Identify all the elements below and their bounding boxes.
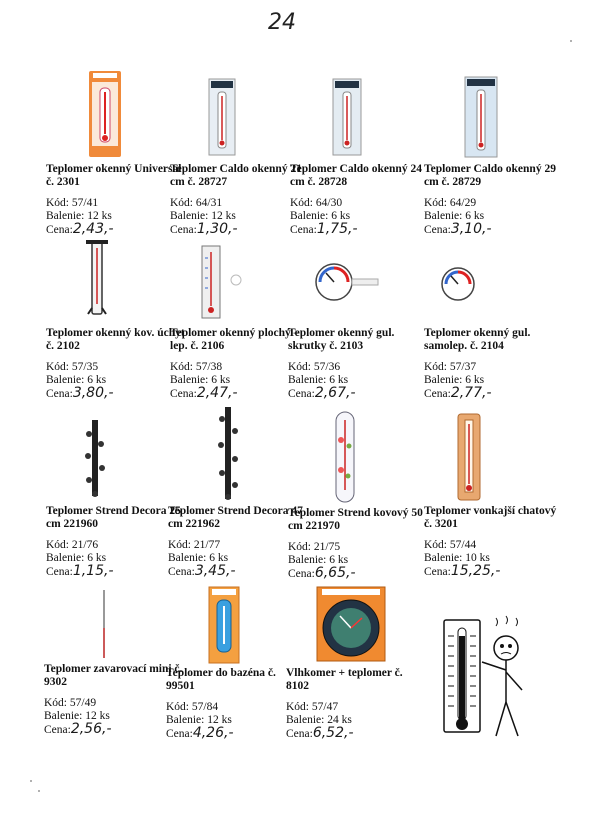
product-card [46,163,186,237]
price-label: Cena: [170,388,197,400]
product-pack: 6 ks [87,552,107,564]
product-name: Teplomer Strend kovový 50 cm 221970 [288,507,423,532]
code-label: Kód: [288,541,311,553]
blister-thermometer-icon [464,76,498,158]
product-price: 4,26,- [192,725,234,741]
product-pack: 12 ks [85,710,110,722]
code-label: Kód: [44,697,67,709]
product-card [46,327,186,401]
price-label: Cena: [288,388,315,400]
product-price: 2,77,- [450,385,492,401]
code-label: Kód: [46,361,69,373]
code-label: Kód: [290,197,313,209]
product-code: 57/36 [313,361,341,373]
product-card [46,505,186,579]
product-code: 57/49 [69,697,97,709]
code-label: Kód: [170,361,193,373]
product-card [424,327,564,401]
product-pack: 6 ks [329,554,349,566]
product-code: 57/41 [71,197,99,209]
code-label: Kód: [424,197,447,209]
flat-thermometer-icon [200,244,244,320]
product-name: Vlhkomer + teplomer č. 8102 [286,667,403,692]
product-pack: 10 ks [465,552,490,564]
product-code: 64/29 [449,197,477,209]
product-code: 21/75 [313,541,341,553]
product-price: 2,47,- [196,385,238,401]
metal-thermometer-icon [332,410,358,504]
product-pack: 6 ks [211,374,231,386]
product-pack: 6 ks [209,552,229,564]
code-label: Kód: [46,539,69,551]
pool-thermometer-icon [208,586,240,664]
price-label: Cena: [424,224,451,236]
price-label: Cena: [46,566,73,578]
pack-label: Balenie: [170,210,209,222]
product-price: 1,75,- [316,221,358,237]
product-code: 57/37 [449,361,477,373]
product-card [170,163,310,237]
product-card [288,327,428,401]
product-pack: 12 ks [87,210,112,222]
price-label: Cena: [44,724,71,736]
price-label: Cena: [166,728,193,740]
product-name: Teplomer okenný gul. skrutky č. 2103 [288,327,395,352]
product-name: Teplomer okenný kov. úchyt č. 2102 [46,327,185,352]
product-pack: 12 ks [207,714,232,726]
price-label: Cena: [46,224,73,236]
code-label: Kód: [286,701,309,713]
pack-label: Balenie: [424,374,463,386]
product-price: 2,56,- [70,721,112,737]
wooden-thermometer-icon [456,412,482,502]
product-name: Teplomer Strend Decora 25 cm 221960 [46,505,181,530]
product-card [168,505,308,579]
product-card [166,667,306,741]
product-pack: 6 ks [465,374,485,386]
product-card [288,507,428,581]
product-pack: 12 ks [211,210,236,222]
scan-speck [30,780,32,782]
code-label: Kód: [424,539,447,551]
product-price: 1,15,- [72,563,114,579]
decora-thermometer-icon [82,418,108,498]
product-price: 3,80,- [72,385,114,401]
pack-label: Balenie: [290,210,329,222]
price-label: Cena: [170,224,197,236]
code-label: Kód: [166,701,189,713]
product-code: 57/44 [449,539,477,551]
product-price: 6,65,- [314,565,356,581]
pack-label: Balenie: [168,552,207,564]
product-code: 57/35 [71,361,99,373]
blister-thermometer-icon [332,78,362,156]
price-label: Cena: [286,728,313,740]
product-name: Teplomer okenný gul. samolep. č. 2104 [424,327,531,352]
blister-thermometer-icon [208,78,236,156]
product-name: Teplomer okenný plochý – lep. č. 2106 [170,327,300,352]
product-name: Teplomer Caldo okenný 21 cm č. 28727 [170,163,302,188]
product-price: 2,67,- [314,385,356,401]
pack-label: Balenie: [288,374,327,386]
decora-thermometer-icon [214,405,242,501]
code-label: Kód: [288,361,311,373]
pack-label: Balenie: [166,714,205,726]
price-label: Cena: [290,224,317,236]
bracket-thermometer-icon [84,240,110,318]
product-pack: 6 ks [87,374,107,386]
product-code: 57/47 [311,701,339,713]
page-number: 24 [268,10,296,35]
pack-label: Balenie: [424,210,463,222]
pack-label: Balenie: [170,374,209,386]
product-name: Teplomer Strend Decora 47 cm 221962 [168,505,303,530]
product-name: Teplomer vonkajší chatový č. 3201 [424,505,557,530]
product-pack: 24 ks [327,714,352,726]
product-price: 3,10,- [450,221,492,237]
product-price: 6,52,- [312,725,354,741]
price-label: Cena: [424,388,451,400]
price-label: Cena: [424,566,451,578]
stick-thermometer-icon [100,588,108,660]
pack-label: Balenie: [44,710,83,722]
pack-label: Balenie: [424,552,463,564]
product-card [424,163,564,237]
pack-label: Balenie: [46,210,85,222]
product-pack: 6 ks [329,374,349,386]
orange-card-thermometer-icon [88,70,122,158]
product-card [424,505,564,579]
product-card [286,667,426,741]
product-name: Teplomer do bazéna č. 99501 [166,667,276,692]
code-label: Kód: [168,539,191,551]
product-pack: 6 ks [465,210,485,222]
scan-speck [38,790,40,792]
round-dial-thermometer-icon [314,262,380,302]
product-price: 15,25,- [450,563,501,579]
pack-label: Balenie: [46,374,85,386]
sweating-figure-thermometer-icon [436,614,536,744]
pack-label: Balenie: [46,552,85,564]
product-price: 2,43,- [72,221,114,237]
pack-label: Balenie: [286,714,325,726]
code-label: Kód: [170,197,193,209]
product-price: 1,30,- [196,221,238,237]
product-name: Teplomer okenný Universal č. 2301 [46,163,182,188]
price-label: Cena: [168,566,195,578]
product-name: Teplomer Caldo okenný 24 cm č. 28728 [290,163,422,188]
hygrometer-icon [316,586,386,662]
product-code: 57/84 [191,701,219,713]
product-code: 21/77 [193,539,221,551]
price-label: Cena: [288,568,315,580]
pack-label: Balenie: [288,554,327,566]
product-code: 64/30 [315,197,343,209]
product-card [290,163,430,237]
product-code: 57/38 [195,361,223,373]
product-name: Teplomer Caldo okenný 29 cm č. 28729 [424,163,556,188]
product-name: Teplomer zavarovací mini č. 9302 [44,663,183,688]
code-label: Kód: [46,197,69,209]
product-card [44,663,184,737]
product-code: 64/31 [195,197,223,209]
product-price: 3,45,- [194,563,236,579]
round-dial-thermometer-icon [440,266,476,302]
scan-speck [570,40,572,42]
product-pack: 6 ks [331,210,351,222]
code-label: Kód: [424,361,447,373]
price-label: Cena: [46,388,73,400]
product-code: 21/76 [71,539,99,551]
